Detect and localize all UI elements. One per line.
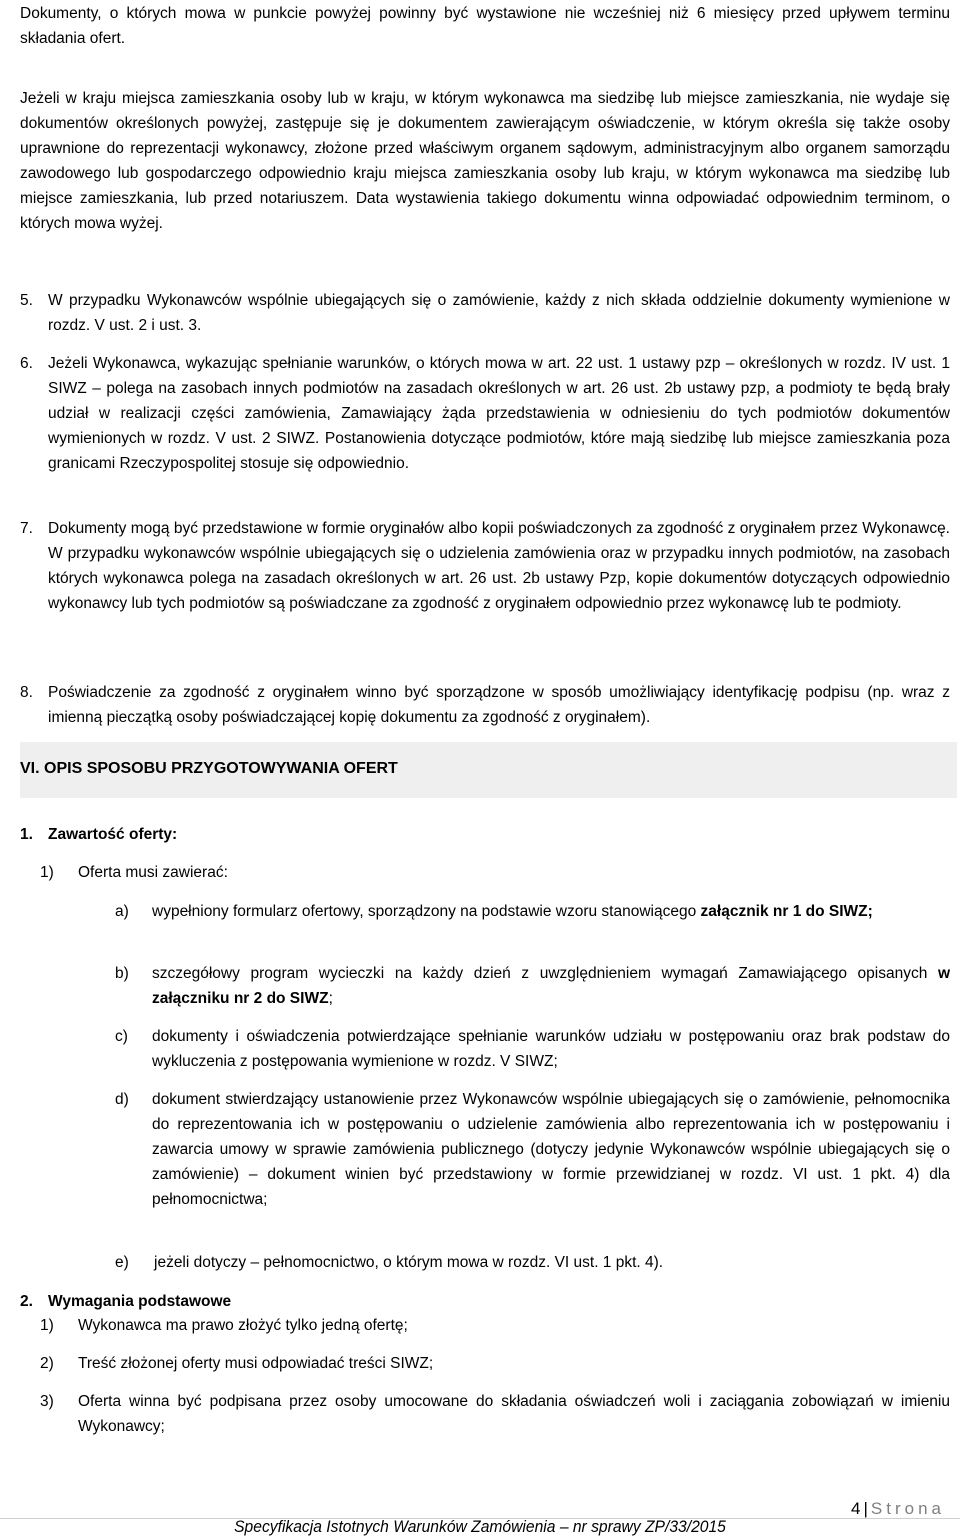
letter-label: e) — [115, 1254, 129, 1271]
item-number: 2) — [40, 1355, 54, 1372]
point-text: Dokumenty mogą być przedstawione w formie oryginałów albo kopii poświadczonych za zgodność z oryginałem przez Wykonawcę. W przypadku wykonawców wspólnie ubiegających się o udzielenia zamówienia oraz w przypadku innych podmiotów, na zasobach których wykonawca polega na zasadach określonych w art. 26 ust. 2b ustawy Pzp, kopie dokumentów dotyczących odpowiednio wykonawcy lub tych podmiotów są poświadczane za zgodność z oryginałem odpowiednio przez wykonawcę lub te podmioty. — [48, 520, 950, 612]
subsection-title: Wymagania podstawowe — [48, 1293, 232, 1310]
letter-text: dokument stwierdzający ustanowienie przez Wykonawców wspólnie ubiegających się o zamówienie, pełnomocnika do reprezentowania ich w postępowaniu o udzielenie zamówienia albo reprezentowania ich w postępowaniu i zawarcia umowy w sprawie zamówienia publicznego (dotyczy jedynie Wykonawców wspólnie ubiegających się o zamówienie) – dokument winien być przedstawiony w formie przewidzianej w rozdz. VI ust. 1 pkt. 4) dla pełnomocnictwa; — [152, 1091, 950, 1208]
page-separator: | — [863, 1499, 868, 1518]
page-word: Strona — [870, 1499, 945, 1518]
point-text: Poświadczenie za zgodność z oryginałem winno być sporządzone w sposób umożliwiający identyfikację podpisu (np. wraz z imienną pieczątką osoby poświadczającej kopię dokumentu za zgodność z oryginałem). — [48, 684, 950, 726]
point-text: Jeżeli Wykonawca, wykazując spełnianie warunków, o których mowa w art. 22 ust. 1 ustawy pzp – określonych w rozdz. IV ust. 1 SIWZ – polega na zasobach innych podmiotów na zasadach określonych w art. 26 ust. 2b ustawy pzp, a podmioty te będą brały udział w realizacji części zamówienia, Zamawiający żąda przedstawienia w odniesieniu do tych podmiotów dokumentów wymienionych w rozdz. V ust. 2 SIWZ. Postanowienia dotyczące podmiotów, które mają siedzibę lub miejsce zamieszkania poza granicami Rzeczypospolitej stosuje się odpowiednio. — [48, 355, 950, 472]
point-number: 5. — [20, 292, 33, 309]
letter-text: dokumenty i oświadczenia potwierdzające spełnianie warunków udziału w postępowaniu oraz brak podstaw do wykluczenia z postępowania wymienione w rozdz. V SIWZ; — [152, 1028, 950, 1070]
item-text: Treść złożonej oferty musi odpowiadać treści SIWZ; — [78, 1355, 434, 1372]
subsection-number: 2. — [20, 1293, 33, 1310]
letter-text: szczegółowy program wycieczki na każdy dzień z uwzględnieniem wymagań Zamawiającego opisanych w załączniku nr 2 do SIWZ; — [152, 965, 950, 1007]
item-text: Oferta winna być podpisana przez osoby umocowane do składania oświadczeń woli i zaciągania zobowiązań w imieniu Wykonawcy; — [78, 1393, 950, 1435]
item-text: Oferta musi zawierać: — [78, 864, 228, 881]
letter-text: jeżeli dotyczy – pełnomocnictwo, o którym mowa w rozdz. VI ust. 1 pkt. 4). — [154, 1254, 664, 1271]
intro-paragraph-1: Dokumenty, o których mowa w punkcie powyżej powinny być wystawione nie wcześniej niż 6 miesięcy przed upływem terminu składania ofert. — [20, 5, 950, 47]
page-number-value: 4 — [851, 1499, 861, 1518]
subsection-title: Zawartość oferty: — [48, 826, 178, 843]
item-number: 1) — [40, 864, 54, 881]
item-number: 1) — [40, 1317, 54, 1334]
section-title: VI. OPIS SPOSOBU PRZYGOTOWYWANIA OFERT — [20, 760, 398, 777]
letter-text: wypełniony formularz ofertowy, sporządzony na podstawie wzoru stanowiącego załącznik nr 1 do SIWZ; — [152, 903, 873, 920]
point-text: W przypadku Wykonawców wspólnie ubiegających się o zamówienie, każdy z nich składa oddzielnie dokumenty wymienione w rozdz. V ust. 2 i ust. 3. — [48, 292, 950, 334]
point-number: 7. — [20, 520, 33, 537]
point-number: 8. — [20, 684, 33, 701]
letter-label: d) — [115, 1091, 129, 1108]
section-heading-bar — [20, 742, 957, 798]
letter-label: c) — [115, 1028, 128, 1045]
point-number: 6. — [20, 355, 33, 372]
item-text: Wykonawca ma prawo złożyć tylko jedną ofertę; — [78, 1317, 408, 1334]
letter-label: b) — [115, 965, 129, 982]
subsection-number: 1. — [20, 826, 33, 843]
intro-paragraph-2: Jeżeli w kraju miejsca zamieszkania osoby lub w kraju, w którym wykonawca ma siedzibę lub miejsce zamieszkania, nie wydaje się dokumentów określonych powyżej, zastępuje się je dokumentem zawierającym oświadczenie, w którym określa się także osoby uprawnione do reprezentacji wykonawcy, złożone przed właściwym organem sądowym, administracyjnym albo organem samorządu zawodowego lub gospodarczego odpowiednio kraju miejsca zamieszkania osoby lub kraju, w którym wykonawca ma siedzibę lub miejsce zamieszkania, lub przed notariuszem. Data wystawienia takiego dokumentu winna odpowiadać odpowiednim terminom, o których mowa wyżej. — [20, 90, 950, 232]
footer-title: Specyfikacja Istotnych Warunków Zamówienia – nr sprawy ZP/33/2015 — [234, 1517, 726, 1536]
item-number: 3) — [40, 1393, 54, 1410]
letter-label: a) — [115, 903, 129, 920]
